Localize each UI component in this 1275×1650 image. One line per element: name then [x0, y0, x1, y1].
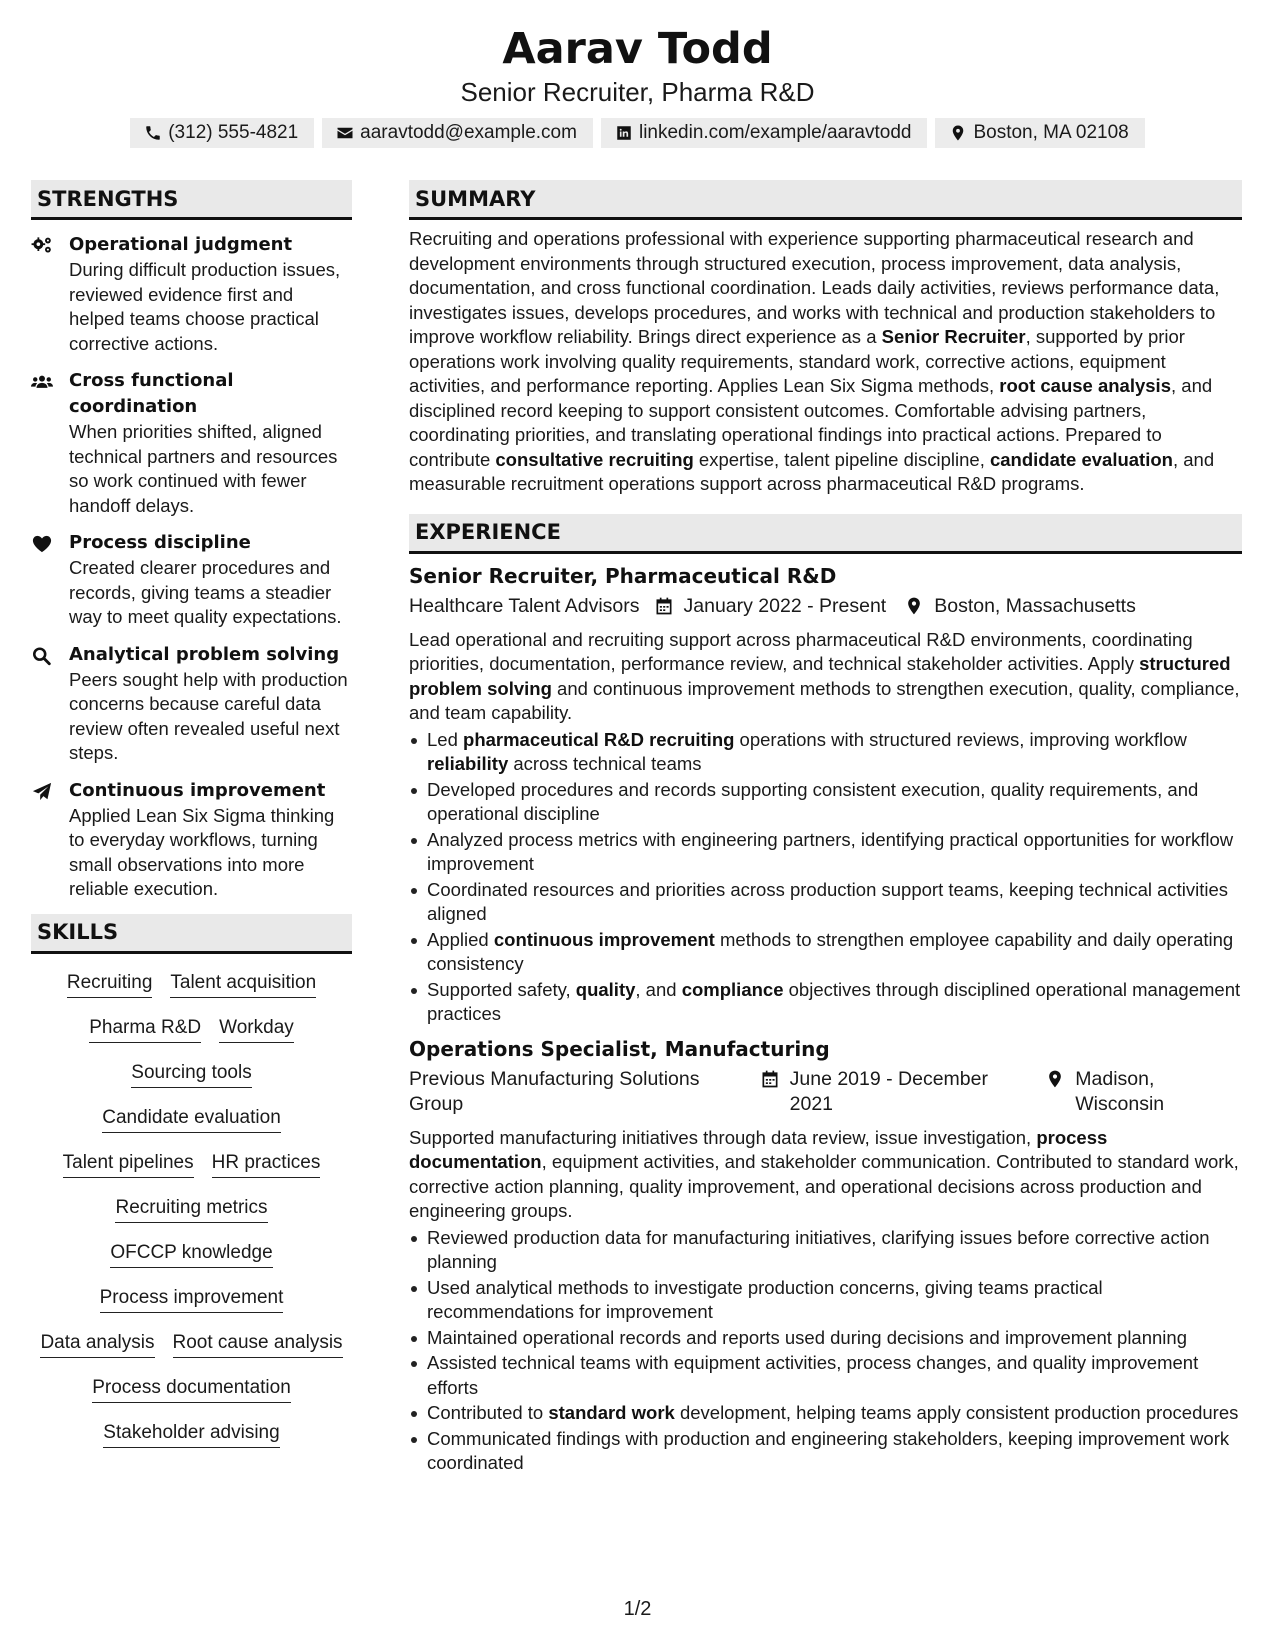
candidate-title: Senior Recruiter, Pharma R&D: [460, 77, 815, 107]
users-icon: [31, 372, 53, 392]
list-item: [409, 1326, 1242, 1351]
search-icon: [31, 646, 53, 666]
text-run: , equipment activities, and stakeholder communication. Contributed to standard work, corrective action planning, quality improvement, and operational decisions across production and engineering groups.: [409, 1151, 1239, 1221]
emphasis-text: reliability: [427, 753, 509, 774]
map-pin-icon: [1045, 1069, 1065, 1089]
skills-row: [31, 1326, 352, 1371]
emphasis-text: consultative recruiting: [495, 448, 694, 470]
page-number: 1/2: [623, 1598, 652, 1620]
strength-item: [31, 642, 352, 766]
text-run: Developed procedures and records supporting consistent execution, quality requirements, and operational discipline: [427, 778, 1199, 824]
strength-desc: Applied Lean Six Sigma thinking to everyday workflows, turning small observations into more reliable execution.: [69, 804, 335, 899]
job-meta: [409, 1067, 1242, 1117]
gears-icon: [31, 236, 53, 256]
resume-header: [0, 22, 1275, 148]
text-run: Applied: [427, 928, 494, 950]
job-description: [409, 628, 1242, 726]
emphasis-text: root cause analysis: [999, 375, 1171, 396]
contact-email[interactable]: [322, 118, 593, 148]
emphasis-text: quality: [575, 978, 636, 1000]
emphasis-text: continuous improvement: [493, 928, 715, 950]
strengths-heading: STRENGTHS: [31, 180, 352, 220]
strength-title: Continuous improvement: [69, 779, 326, 801]
job-location: Madison, Wisconsin: [1075, 1067, 1165, 1115]
contact-phone[interactable]: [130, 118, 314, 148]
job-location: Boston, Massachusetts: [934, 594, 1136, 617]
skills-row: [31, 1236, 352, 1281]
text-run: , and measurable recruitment operations support across pharmaceutical R&D programs.: [409, 448, 1215, 494]
skill-tag: Talent acquisition: [170, 970, 316, 998]
list-item: [409, 728, 1242, 777]
left-column: [31, 180, 352, 1461]
skill-tag: Sourcing tools: [131, 1060, 251, 1088]
skills-row: [31, 1146, 352, 1191]
strength-item: [31, 778, 352, 902]
experience-list: [409, 562, 1242, 1476]
list-item: [409, 978, 1242, 1027]
list-item: [409, 1276, 1242, 1325]
calendar-icon: [654, 596, 674, 616]
skills-row: [31, 1101, 352, 1146]
strength-title: Operational judgment: [69, 234, 293, 255]
skill-tag: Stakeholder advising: [103, 1420, 279, 1448]
strength-desc: Created clearer procedures and records, giving teams a steadier way to meet quality expectations.: [69, 557, 342, 627]
job-bullets: [409, 1226, 1242, 1476]
text-run: Lead operational and recruiting support across pharmaceutical R&D environments, coordinating priorities, documentation, performance review, and technical stakeholder activities. Apply: [409, 628, 1193, 674]
emphasis-text: compliance: [681, 978, 784, 1000]
list-item: [409, 1427, 1242, 1476]
job-dates: June 2019 - December 2021: [789, 1067, 988, 1115]
skill-tag: Process improvement: [100, 1285, 284, 1313]
text-run: development, helping teams apply consistent production procedures: [674, 1402, 1239, 1423]
text-run: Supported safety,: [427, 978, 576, 1000]
contact-phone-text: (312) 555-4821: [168, 122, 299, 143]
job-meta: [409, 594, 1242, 619]
experience-heading: EXPERIENCE: [409, 514, 1242, 554]
text-run: Communicated findings with production and engineering stakeholders, keeping improvement work coordinated: [427, 1427, 1230, 1473]
skills-row: [31, 1191, 352, 1236]
strength-title: Cross functional coordination: [69, 370, 234, 417]
job-title: Operations Specialist, Manufacturing: [409, 1036, 830, 1061]
heart-icon: [31, 534, 53, 554]
job-title: Senior Recruiter, Pharmaceutical R&D: [409, 563, 837, 588]
job-entry: [409, 1035, 1242, 1476]
contact-email-text: aaravtodd@example.com: [360, 122, 577, 143]
strength-item: [31, 368, 352, 518]
text-run: Supported manufacturing initiatives through data review, issue investigation,: [409, 1126, 1037, 1148]
summary-heading: SUMMARY: [409, 180, 1242, 220]
strength-title: Process discipline: [69, 532, 251, 553]
skills-list: [31, 966, 352, 1461]
skill-tag: OFCCP knowledge: [110, 1240, 272, 1268]
calendar-icon: [760, 1069, 780, 1089]
text-run: operations with structured reviews, improving workflow: [734, 728, 1187, 750]
text-run: methods to strengthen employee capability and daily operating consistency: [427, 928, 1234, 974]
strength-item: [31, 232, 352, 356]
skill-tag: Recruiting: [67, 970, 153, 998]
contact-linkedin[interactable]: [601, 118, 928, 148]
skill-tag: Process documentation: [92, 1375, 291, 1403]
list-item: [409, 1226, 1242, 1275]
summary-text: [409, 227, 1242, 497]
skill-tag: Candidate evaluation: [102, 1105, 281, 1133]
job-entry: [409, 562, 1242, 1027]
strength-desc: Peers sought help with production concerns because careful data review often revealed useful next steps.: [69, 668, 348, 763]
text-run: Analyzed process metrics with engineering partners, identifying practical opportunities for workflow improvement: [427, 828, 1234, 874]
list-item: [409, 828, 1242, 877]
map-pin-icon: [949, 124, 967, 142]
skills-row: [31, 966, 352, 1011]
skill-tag: Data analysis: [40, 1330, 154, 1358]
text-run: across technical teams: [508, 753, 702, 774]
skills-row: [31, 1416, 352, 1461]
job-dates: January 2022 - Present: [683, 594, 887, 617]
text-run: , and disciplined record keeping to support consistent outcomes. Comfortable advising partners, coordinating priorities, and translating operational findings into practical actions. Prepared to contribute: [409, 375, 1213, 470]
job-description: [409, 1126, 1242, 1224]
skills-row: [31, 1056, 352, 1101]
skill-tag: Pharma R&D: [89, 1015, 201, 1043]
job-bullets: [409, 728, 1242, 1027]
text-run: Used analytical methods to investigate production concerns, giving teams practical recommendations for improvement: [427, 1276, 1103, 1322]
list-item: [409, 1401, 1242, 1426]
map-pin-icon: [904, 596, 924, 616]
list-item: [409, 778, 1242, 827]
skills-heading: SKILLS: [31, 914, 352, 954]
contact-linkedin-text: linkedin.com/example/aaravtodd: [638, 122, 912, 143]
list-item: [409, 928, 1242, 977]
emphasis-text: structured problem solving: [409, 653, 1231, 699]
paper-plane-icon: [31, 782, 53, 802]
skills-row: [31, 1011, 352, 1056]
skill-tag: Workday: [219, 1015, 294, 1043]
text-run: Coordinated resources and priorities across production support teams, keeping technical activities aligned: [427, 878, 1229, 924]
envelope-icon: [336, 124, 354, 142]
strengths-list: [31, 232, 352, 902]
list-item: [409, 1351, 1242, 1400]
list-item: [409, 878, 1242, 927]
contact-bar: [0, 118, 1275, 148]
text-run: Recruiting and operations professional with experience supporting pharmaceutical research and development environments through structured execution, process improvement, data analysis, documentation, and cross functional coordination. Leads daily activities, reviews performance data, investigates issues, develops procedures, and works with technical and production stakeholders to improve workflow reliability. Brings direct experience as a: [409, 228, 1220, 347]
strength-desc: During difficult production issues, reviewed evidence first and helped teams choose practical corrective actions.: [69, 259, 341, 354]
text-run: , and: [635, 978, 682, 1000]
text-run: Contributed to: [427, 1402, 549, 1423]
text-run: Led: [427, 728, 464, 750]
strength-title: Analytical problem solving: [69, 643, 340, 665]
text-run: , supported by prior operations work involving quality requirements, standard work, corrective actions, equipment activities, and performance reporting. Applies Lean Six Sigma methods,: [409, 326, 1185, 396]
emphasis-text: process documentation: [409, 1126, 1108, 1172]
text-run: Assisted technical teams with equipment activities, process changes, and quality improvement efforts: [427, 1352, 1199, 1398]
job-company: Healthcare Talent Advisors: [409, 594, 640, 617]
skill-tag: HR practices: [212, 1150, 321, 1178]
text-run: objectives through disciplined operational management practices: [427, 978, 1241, 1024]
emphasis-text: Senior Recruiter: [881, 326, 1026, 347]
phone-icon: [144, 124, 162, 142]
text-run: and continuous improvement methods to strengthen execution, quality, compliance, and team capability.: [409, 677, 1240, 723]
skill-tag: Talent pipelines: [63, 1150, 194, 1178]
strength-item: [31, 530, 352, 630]
text-run: Reviewed production data for manufacturing initiatives, clarifying issues before corrective action planning: [427, 1226, 1210, 1272]
emphasis-text: pharmaceutical R&D recruiting: [463, 728, 735, 750]
job-company: Previous Manufacturing Solutions Group: [409, 1067, 700, 1115]
linkedin-icon: [615, 124, 633, 142]
text-run: expertise, talent pipeline discipline,: [693, 448, 990, 470]
contact-location-text: Boston, MA 02108: [973, 122, 1129, 143]
skill-tag: Root cause analysis: [173, 1330, 343, 1358]
text-run: Maintained operational records and reports used during decisions and improvement planning: [427, 1326, 1187, 1348]
contact-location: [935, 118, 1144, 148]
emphasis-text: candidate evaluation: [989, 448, 1173, 470]
strength-desc: When priorities shifted, aligned technical partners and resources so work continued with fewer handoff delays.: [69, 421, 338, 516]
emphasis-text: standard work: [548, 1402, 675, 1423]
candidate-name: Aarav Todd: [502, 24, 773, 74]
skills-row: [31, 1371, 352, 1416]
skill-tag: Recruiting metrics: [115, 1195, 267, 1223]
skills-row: [31, 1281, 352, 1326]
right-column: [409, 180, 1242, 1477]
